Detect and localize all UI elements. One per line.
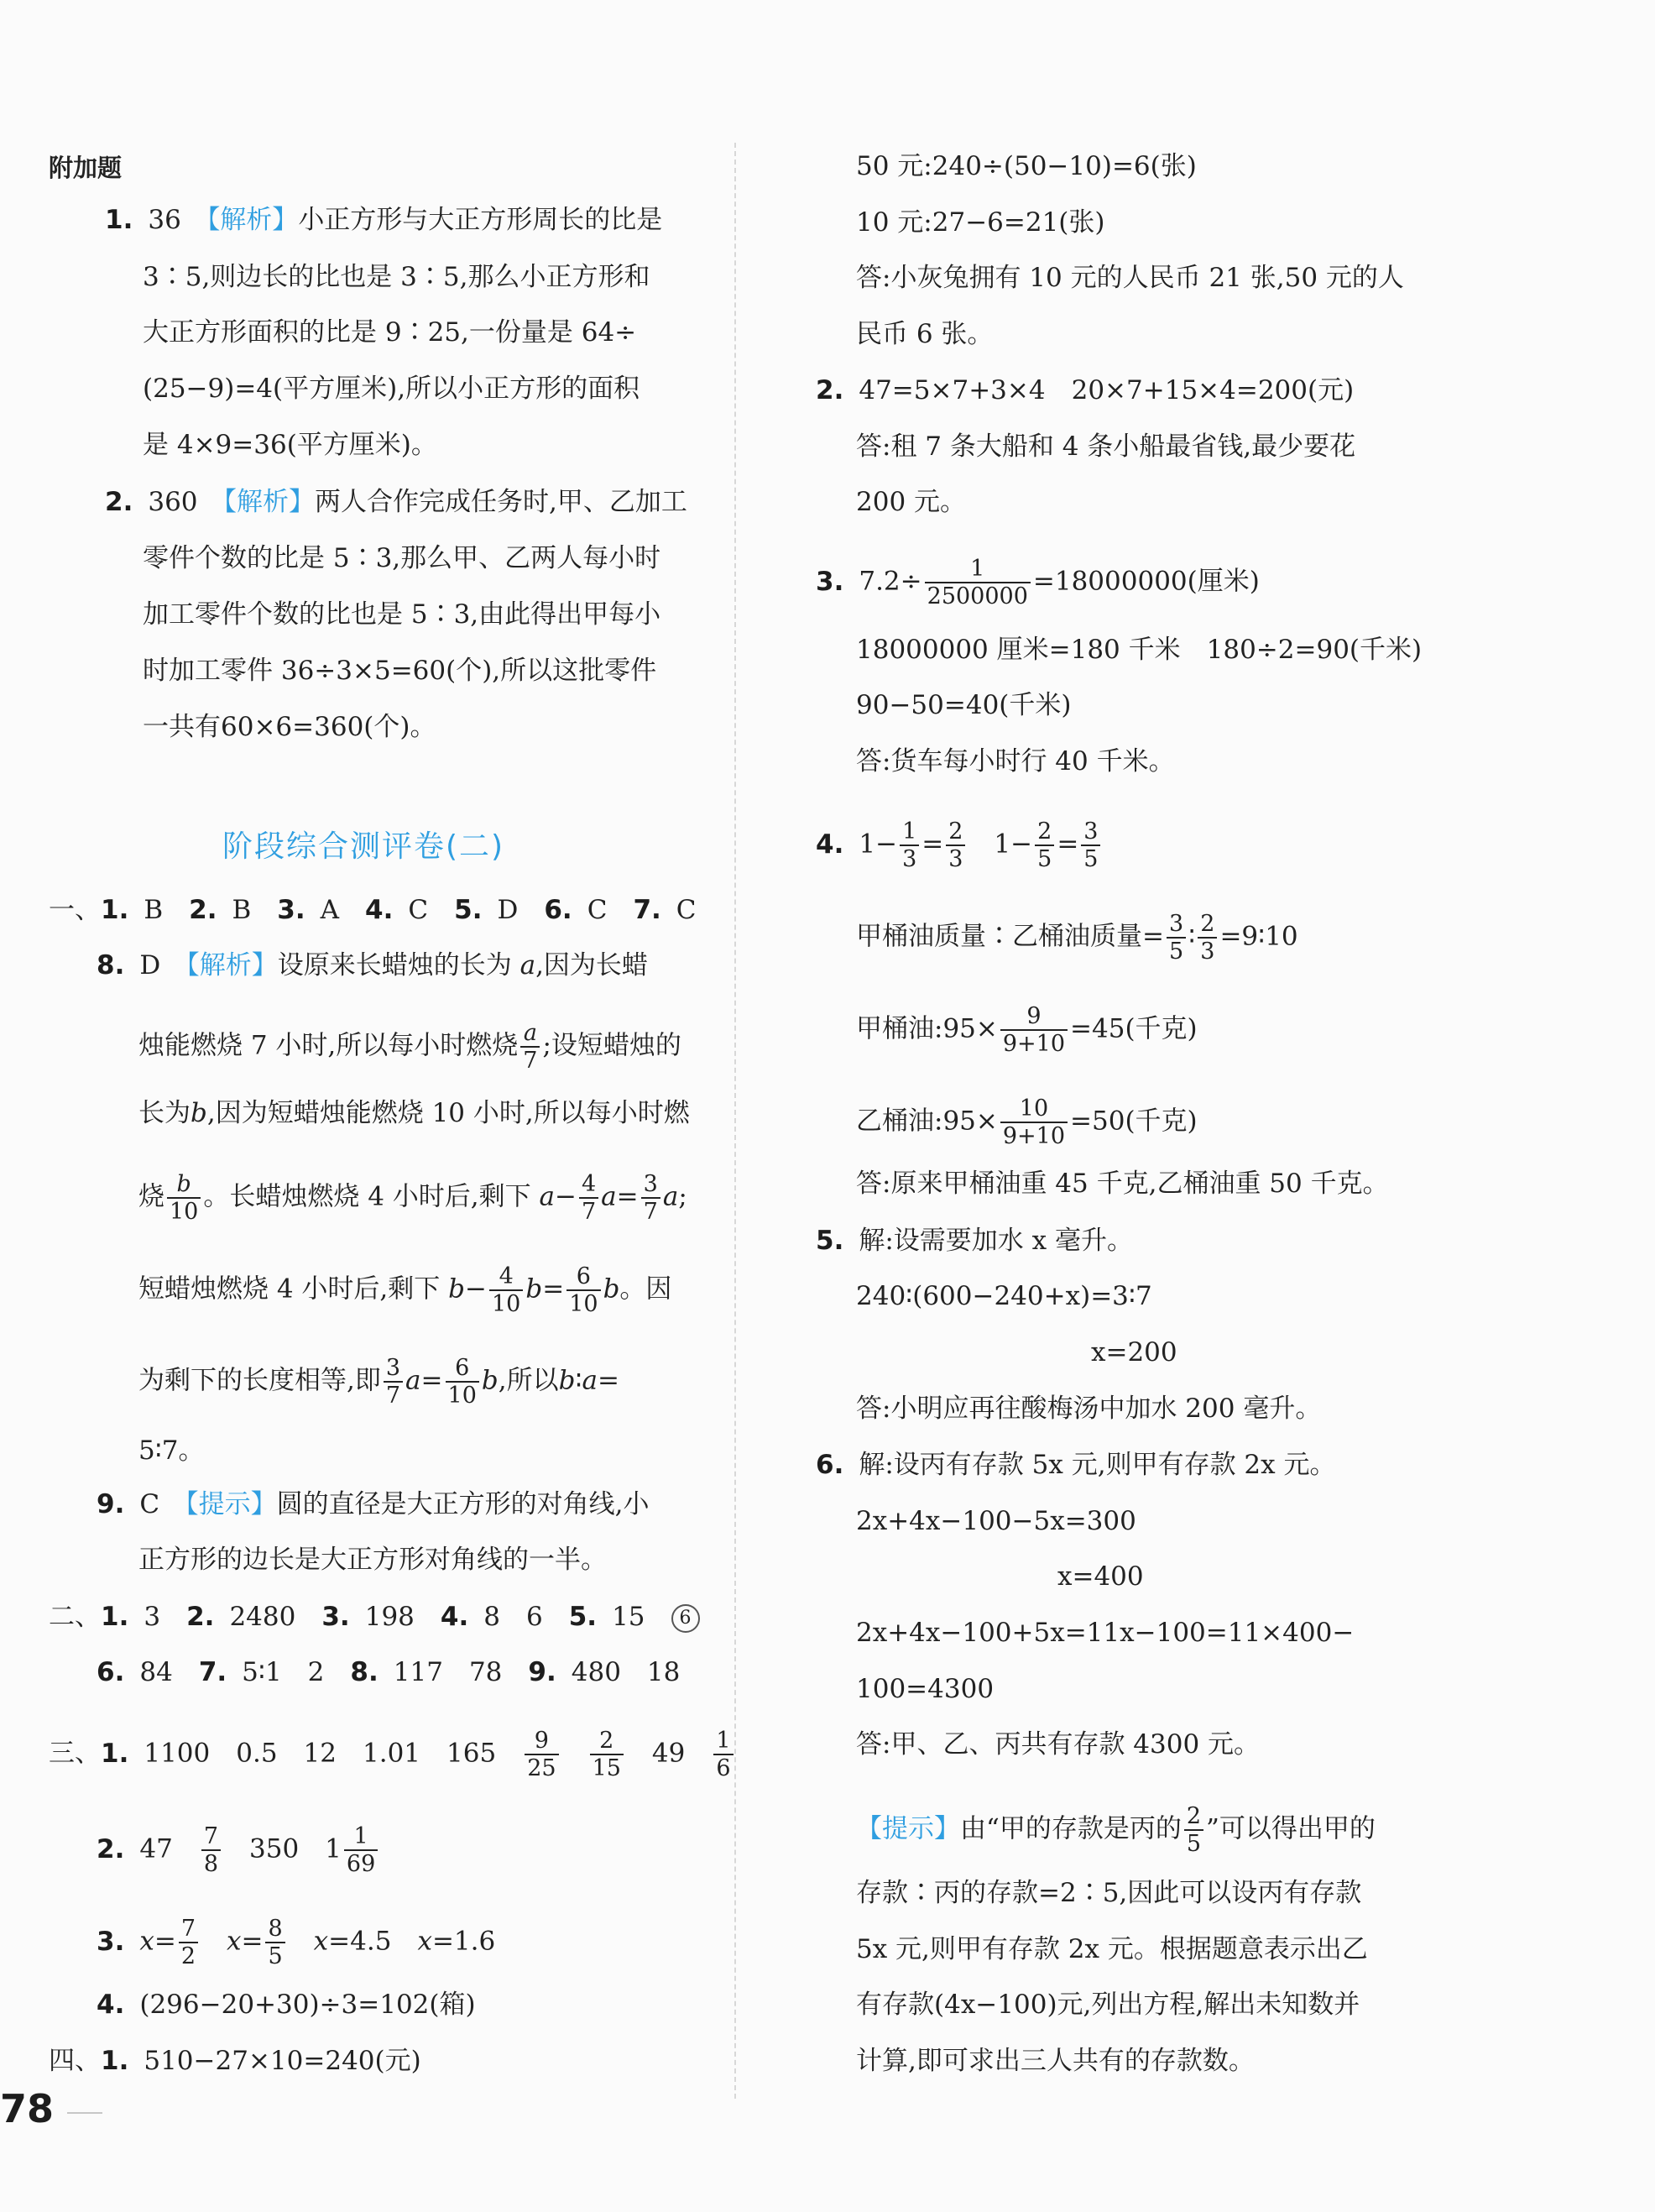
- r-q6-line4: 2x+4x−100+5x=11x−100=11×400−: [856, 1618, 1355, 1648]
- fraction: $\frac{1}{3}$: [900, 818, 919, 872]
- page-number-rule: [67, 2112, 102, 2114]
- fujia-q1-line4: (25−9)=4(平方厘米),所以小正方形的面积: [143, 374, 640, 404]
- r-q4-line1: 4. 1− $\frac{1}{3}$ = $\frac{2}{3}$ 1− $\frac{2}{5}$ = $\frac{3}{5}$: [816, 818, 1103, 872]
- r-q5-line4: 答:小明应再往酸梅汤中加水 200 毫升。: [856, 1394, 1322, 1424]
- fraction: $\frac{7}{2}$: [179, 1916, 198, 1969]
- r-q4-ratio: 甲桶油质量∶乙桶油质量= $\frac{3}{5}$ ∶ $\frac{2}{3}$ =9∶10: [856, 911, 1298, 965]
- r-q6-line6: 答:甲、乙、丙共有存款 4300 元。: [856, 1729, 1261, 1760]
- r-q3-line3: 90−50=40(千米): [856, 690, 1072, 720]
- r-hint-line1: 【提示】由“甲的存款是丙的 $\frac{2}{5}$ ”可以得出甲的: [856, 1803, 1376, 1857]
- sec1-q8-line6: 为剩下的长度相等,即 $\frac{3}{7}$ a= $\frac{6}{10}$ b,所以b∶a=: [138, 1355, 619, 1409]
- sec1-q8-line2: 烛能燃烧 7 小时,所以每小时燃烧 $\frac{a}{7}$ ;设短蜡烛的: [138, 1020, 681, 1074]
- fraction: $\frac{3}{5}$: [1081, 818, 1100, 872]
- r-q5-line2: 240∶(600−240+x)=3∶7: [856, 1281, 1152, 1311]
- fraction: $\frac{9}{25}$: [525, 1728, 558, 1781]
- fujia-q2-line2: 零件个数的比是 5∶3,那么甲、乙两人每小时: [143, 543, 661, 573]
- sec3-q4: 4. (296−20+30)÷3=102(箱): [97, 1990, 476, 2020]
- r-q6-line2: 2x+4x−100−5x=300: [856, 1506, 1136, 1536]
- r-line4: 民币 6 张。: [856, 319, 994, 349]
- sec1-q8-line4: 烧 $\frac{b}{10}$ 。长蜡烛燃烧 4 小时后,剩下 a− $\frac{4}{7}$ a= $\frac{3}{7}$ a;: [138, 1171, 687, 1225]
- sec1-q8-line3: 长为b,因为短蜡烛能燃烧 10 小时,所以每小时燃: [138, 1098, 690, 1128]
- fraction: $\frac{6}{10}$: [566, 1263, 600, 1317]
- r-q4-yi: 乙桶油:95× $\frac{10}{9+10}$ =50(千克): [856, 1096, 1198, 1149]
- fraction: $\frac{3}{7}$: [641, 1171, 660, 1225]
- r-q6-line1: 6. 解:设丙有存款 5x 元,则甲有存款 2x 元。: [816, 1450, 1336, 1480]
- fujia-q1-line5: 是 4×9=36(平方厘米)。: [143, 430, 437, 460]
- r-hint-line2: 存款∶丙的存款=2∶5,因此可以设丙有存款: [856, 1878, 1362, 1908]
- r-hint-line4: 有存款(4x−100)元,列出方程,解出未知数并: [856, 1990, 1360, 2020]
- r-hint-line5: 计算,即可求出三人共有的存款数。: [856, 2046, 1255, 2076]
- sec1-choices: 一、1. B 2. B 3. A 4. C 5. D 6. C 7. C: [49, 895, 697, 925]
- column-divider: [734, 143, 736, 2099]
- sec1-q8-line5: 短蜡烛燃烧 4 小时后,剩下 b− $\frac{4}{10}$ b= $\frac{6}{10}$ b。因: [138, 1263, 672, 1317]
- fraction: $\frac{1}{2500000}$: [925, 556, 1031, 609]
- sec1-q9-line2: 正方形的边长是大正方形对角线的一半。: [138, 1545, 607, 1575]
- r-q2-line2: 答:租 7 条大船和 4 条小船最省钱,最少要花: [856, 431, 1356, 462]
- fujia-q2-line3: 加工零件个数的比也是 5∶3,由此得出甲每小: [143, 599, 661, 630]
- section-title: 阶段综合测评卷(二): [222, 829, 505, 864]
- fujia-q1-line1: 1. 36 【解析】小正方形与大正方形周长的比是: [105, 205, 663, 235]
- section-heading-fujia: 附加题: [49, 154, 123, 182]
- sec2-row2: 6. 84 7. 5∶1 2 8. 117 78 9. 480 18: [97, 1657, 681, 1687]
- sec1-q8-line1: 8. D 【解析】设原来长蜡烛的长为 a,因为长蜡: [97, 950, 648, 980]
- fraction: $\frac{b}{10}$: [167, 1171, 201, 1225]
- r-line3: 答:小灰兔拥有 10 元的人民币 21 张,50 元的人: [856, 263, 1404, 293]
- page-number: 78: [0, 2086, 55, 2131]
- fraction: $\frac{a}{7}$: [520, 1020, 540, 1074]
- sec3-q3: 3. x= $\frac{7}{2}$ x= $\frac{8}{5}$ x=4.5 x=1.6: [97, 1916, 496, 1969]
- r-q3-line2: 18000000 厘米=180 千米 180÷2=90(千米): [856, 635, 1423, 665]
- r-q4-answer: 答:原来甲桶油重 45 千克,乙桶油重 50 千克。: [856, 1169, 1389, 1199]
- r-q4-jia: 甲桶油:95× $\frac{9}{9+10}$ =45(千克): [856, 1003, 1198, 1057]
- r-q2-line3: 200 元。: [856, 487, 967, 517]
- fraction: $\frac{1}{69}$: [344, 1823, 378, 1877]
- r-q5-line3: x=200: [1091, 1337, 1177, 1367]
- r-q3-line4: 答:货车每小时行 40 千米。: [856, 746, 1175, 777]
- r-q2-line1: 2. 47=5×7+3×4 20×7+15×4=200(元): [816, 375, 1355, 405]
- fraction: $\frac{4}{7}$: [579, 1171, 598, 1225]
- fraction: $\frac{1}{6}$: [713, 1728, 733, 1781]
- fraction: $\frac{3}{5}$: [1167, 911, 1186, 965]
- r-q5-line1: 5. 解:设需要加水 x 毫升。: [816, 1226, 1133, 1256]
- fraction: $\frac{2}{5}$: [1035, 818, 1054, 872]
- r-line1: 50 元:240÷(50−10)=6(张): [856, 151, 1197, 181]
- sec4-q1: 四、1. 510−27×10=240(元): [49, 2046, 421, 2076]
- fraction: $\frac{2}{5}$: [1184, 1803, 1203, 1857]
- fraction: $\frac{3}{7}$: [384, 1355, 403, 1409]
- sec3-q1: 三、1. 1100 0.5 12 1.01 165 $\frac{9}{25}$ $\frac{2}{15}$ 49 $\frac{1}{6}$: [49, 1728, 736, 1781]
- fraction: $\frac{8}{5}$: [265, 1916, 285, 1969]
- r-q6-line3: x=400: [1057, 1561, 1144, 1592]
- r-q6-line5: 100=4300: [856, 1674, 995, 1704]
- r-hint-line3: 5x 元,则甲有存款 2x 元。根据题意表示出乙: [856, 1934, 1368, 1964]
- fujia-q2-line5: 一共有60×6=360(个)。: [143, 712, 436, 742]
- circled-number: 6: [671, 1604, 700, 1633]
- fraction: $\frac{7}{8}$: [201, 1823, 221, 1877]
- fraction: $\frac{9}{9+10}$: [1000, 1003, 1068, 1057]
- fraction: $\frac{2}{3}$: [946, 818, 965, 872]
- sec1-q9-line1: 9. C 【提示】圆的直径是大正方形的对角线,小: [97, 1489, 650, 1519]
- fraction: $\frac{10}{9+10}$: [1000, 1096, 1068, 1149]
- sec3-q2: 2. 47 $\frac{7}{8}$ 350 1 $\frac{1}{69}$: [97, 1823, 380, 1877]
- r-q3-line1: 3. 7.2÷ $\frac{1}{2500000}$ =18000000(厘米): [816, 556, 1260, 609]
- fraction: $\frac{2}{15}$: [590, 1728, 624, 1781]
- fraction: $\frac{4}{10}$: [489, 1263, 523, 1317]
- r-line2: 10 元:27−6=21(张): [856, 207, 1105, 238]
- fujia-q2-line4: 时加工零件 36÷3×5=60(个),所以这批零件: [143, 656, 657, 686]
- sec1-q8-line7: 5∶7。: [138, 1435, 205, 1466]
- fujia-q1-line3: 大正方形面积的比是 9∶25,一份量是 64÷: [143, 317, 637, 348]
- fraction: $\frac{6}{10}$: [446, 1355, 479, 1409]
- fraction: $\frac{2}{3}$: [1198, 911, 1217, 965]
- sec2-row1: 二、1. 3 2. 2480 3. 198 4. 8 6 5. 15 6: [49, 1600, 700, 1634]
- fujia-q1-line2: 3∶5,则边长的比也是 3∶5,那么小正方形和: [143, 262, 650, 292]
- fujia-q2-line1: 2. 360 【解析】两人合作完成任务时,甲、乙加工: [105, 487, 687, 517]
